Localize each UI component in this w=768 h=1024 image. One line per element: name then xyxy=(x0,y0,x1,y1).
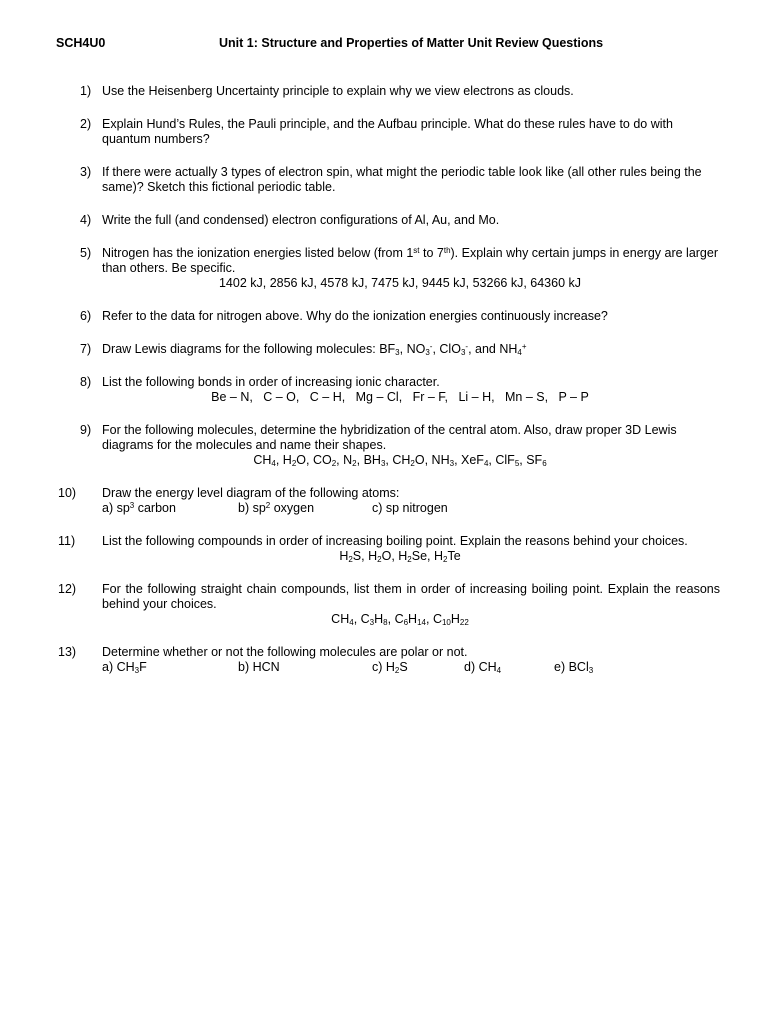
option-a: a) $CH_3F$ xyxy=(102,660,147,675)
question-2 xyxy=(80,117,720,147)
question-number: 6) xyxy=(80,309,92,323)
question-3 xyxy=(80,165,720,195)
option-c: c) $H_2S$ xyxy=(372,660,408,675)
question-8 xyxy=(80,375,720,405)
question-10 xyxy=(58,486,720,516)
option-b: b) $sp^2$ oxygen xyxy=(238,501,315,515)
question-text: Explain Hund’s Rules, the Pauli principle, and the Aufbau principle. What do these rules have to do with quantum numbers? xyxy=(102,117,673,146)
question-number: 3) xyxy=(80,165,92,179)
question-list xyxy=(58,84,720,693)
question-text: Draw Lewis diagrams for the following molecules: $BF_3$, $NO_3^-$, ClO$_3$-, and $NH_4^+$ xyxy=(102,342,527,357)
question-5 xyxy=(80,246,720,291)
course-code: SCH4U0 xyxy=(56,36,106,50)
option-c: c) sp nitrogen xyxy=(372,501,448,515)
option-b: b) HCN xyxy=(238,660,280,674)
question-6 xyxy=(80,309,720,324)
question-11 xyxy=(58,534,720,564)
question-text: Write the full (and condensed) electron configurations of Al, Au, and Mo. xyxy=(102,213,500,227)
question-1 xyxy=(80,84,720,99)
question-number: 11) xyxy=(58,534,76,548)
option-d: d) $CH_4$ xyxy=(464,660,502,675)
question-text: Draw the energy level diagram of the following atoms: xyxy=(102,486,400,500)
question-number: 5) xyxy=(80,246,92,260)
option-a: a) $sp^3$ carbon xyxy=(102,501,176,515)
compound-list: $H_2S$, $H_2O$, $H_2Se$, $H_2Te$ xyxy=(339,549,461,564)
question-text: Nitrogen has the ionization energies listed below (from 1st to 7th). Explain why certain jumps in energy are larger than others. Be specific. xyxy=(102,246,718,275)
question-number: 1) xyxy=(80,84,92,98)
question-text: Refer to the data for nitrogen above. Why do the ionization energies continuously increase? xyxy=(102,309,608,323)
question-number: 9) xyxy=(80,423,92,437)
question-number: 13) xyxy=(58,645,77,659)
question-12 xyxy=(58,582,720,627)
question-text: Determine whether or not the following molecules are polar or not. xyxy=(102,645,468,659)
question-text: List the following bonds in order of increasing ionic character. xyxy=(102,375,440,389)
question-number: 10) xyxy=(58,486,77,500)
question-number: 8) xyxy=(80,375,92,389)
question-text: Use the Heisenberg Uncertainty principle to explain why we view electrons as clouds. xyxy=(102,84,574,98)
option-e: e) BCl$_3$ xyxy=(554,660,594,675)
question-text: For the following straight chain compounds, list them in order of increasing boiling point. Explain the reasons behind your choices. xyxy=(102,582,720,611)
question-text: If there were actually 3 types of electron spin, what might the periodic table look like (all other rules being the same)? Sketch this fictional periodic table. xyxy=(102,165,702,194)
question-number: 4) xyxy=(80,213,92,227)
atom-options xyxy=(102,501,720,516)
question-text: List the following compounds in order of increasing boiling point. Explain the reasons behind your choices. xyxy=(102,534,688,548)
molecule-list: $CH_4$, $H_2O$, $CO_2$, $N_2$, $BH_3$, $CH_2O$, $NH_3$, XeF$_4$, ClF$_5$, $SF_6$ xyxy=(253,453,547,468)
question-number: 12) xyxy=(58,582,77,596)
question-number: 7) xyxy=(80,342,92,356)
question-number: 2) xyxy=(80,117,92,131)
compound-list: $CH_4$, $C_3H_8$, $C_6H_{14}$, $C_{10}H_{22}$ xyxy=(331,612,469,627)
question-text: For the following molecules, determine the hybridization of the central atom. Also, draw proper 3D Lewis diagrams for the molecules and name their shapes. xyxy=(102,423,677,452)
question-9 xyxy=(80,423,720,468)
bond-list: Be – N, C – O, C – H, Mg – Cl, Fr – F, Li – H, Mn – S, P – P xyxy=(211,390,589,404)
ionization-energy-data: 1402 kJ, 2856 kJ, 4578 kJ, 7475 kJ, 9445 kJ, 53266 kJ, 64360 kJ xyxy=(218,276,582,290)
question-7 xyxy=(80,342,720,357)
page-title: Unit 1: Structure and Properties of Matter Unit Review Questions xyxy=(219,36,604,50)
molecule-options xyxy=(102,660,720,675)
question-13 xyxy=(58,645,720,675)
question-4 xyxy=(80,213,720,228)
